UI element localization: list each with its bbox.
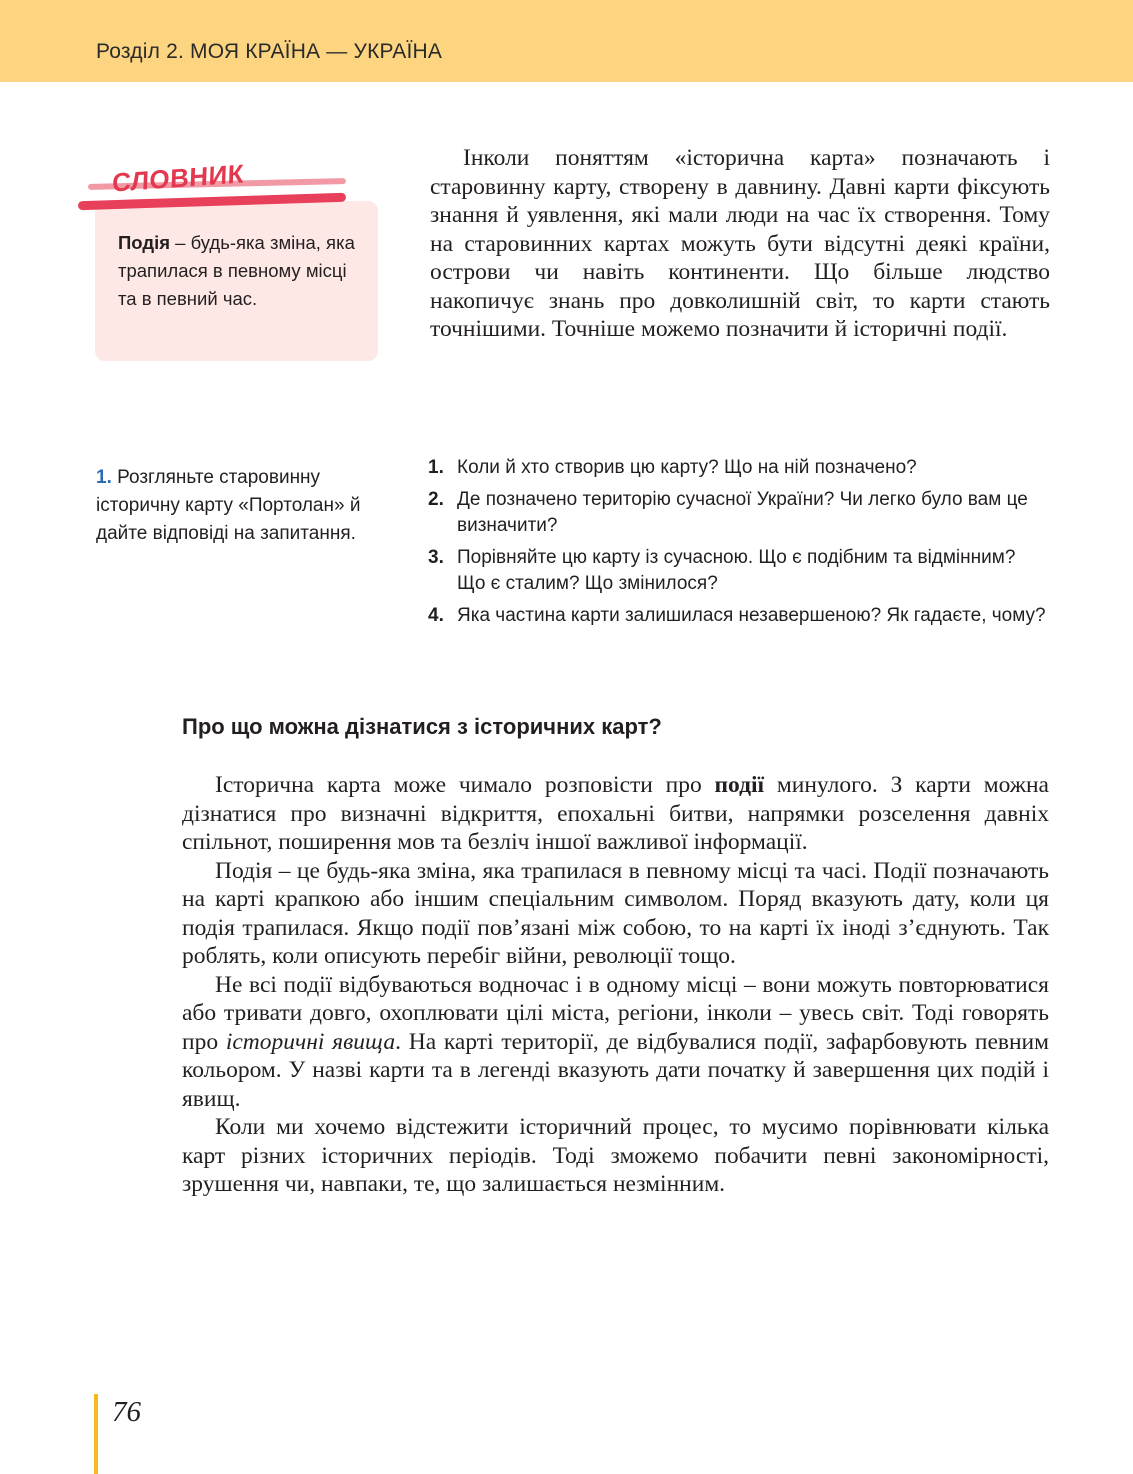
question-text: Порівняйте цю карту із сучасною. Що є подібним та відмінним? Що є сталим? Що змінилося?: [457, 547, 1016, 594]
bold-term: події: [714, 772, 765, 798]
glossary-definition-text: – будь-яка зміна, яка трапилася в певному місці та в певний час.: [118, 232, 355, 309]
task-instruction: [96, 464, 371, 548]
glossary-label: СЛОВНИК: [111, 158, 245, 198]
body-text: Не всі події відбуваються водночас і в одному місці – вони можуть повторюватися або тривати довго, охоплювати цілі міста, регіони, інколи – увесь світ. Тоді говорять про: [182, 971, 1049, 1055]
question-number: 1.: [428, 457, 444, 478]
body-text: минулого. З карти можна дізнатися про визначні відкриття, епохальні битви, напрямки розселення давніх спільнот, поширення мов та безліч іншої важливої інформації.: [182, 772, 1049, 855]
question-item: [428, 603, 1048, 629]
page-number: 76: [112, 1396, 141, 1428]
question-number: 4.: [428, 605, 444, 626]
body-text: . На карті території, де відбувалися події, зафарбовують певним кольором. У назві карти та в легенді вказують дати початку й завершення цих подій і явищ.: [182, 1028, 1050, 1112]
body-paragraph: Коли ми хочемо відстежити історичний процес, то мусимо порівнювати кілька карт різних історичних періодів. Тоді зможемо побачити певні закономірності, зрушення чи, навпаки, те, що залишається незмінним.: [182, 1114, 1049, 1197]
question-list: [428, 455, 1048, 635]
intro-paragraph: Інколи поняттям «історична карта» позначають і старовинну карту, створену в давнину. Давні карти фіксують знання й уявлення, які мали люди на час їх створення. Тому на старовинних картах можуть бути відсутні деякі країни, острови чи навіть континенти. Що більше людство накопичує знань про довколишній світ, то карти стають точнішими. Точніше можемо позначити й історичні події.: [430, 145, 1050, 342]
task-text: Розгляньте старовинну історичну карту «Портолан» й дайте відповіді на запитання.: [96, 467, 361, 544]
body-text: Історична карта може чимало розповісти про: [215, 772, 715, 798]
question-text: Яка частина карти залишилася незавершеною? Як гадаєте, чому?: [457, 605, 1046, 626]
glossary-term: Подія: [118, 232, 171, 253]
chapter-header: [0, 0, 1133, 82]
glossary-definition: [118, 229, 368, 313]
question-number: 3.: [428, 547, 444, 568]
question-text: Де позначено територію сучасної України? Чи легко було вам це визначити?: [457, 489, 1028, 536]
italic-term: історичні явища: [225, 1028, 396, 1055]
question-text: Коли й хто створив цю карту? Що на ній позначено?: [457, 457, 917, 478]
section-body: [182, 771, 1049, 1199]
intro-text: [430, 144, 1050, 344]
question-item: [428, 487, 1048, 539]
question-number: 2.: [428, 489, 444, 510]
section-heading: Про що можна дізнатися з історичних карт?: [182, 714, 662, 739]
chapter-title: Розділ 2. МОЯ КРАЇНА — УКРАЇНА: [96, 40, 443, 63]
question-item: [428, 545, 1048, 597]
body-paragraph: [182, 971, 1049, 1114]
page-number-bar: [94, 1394, 98, 1474]
question-item: [428, 455, 1048, 481]
body-paragraph: [182, 771, 1049, 857]
body-paragraph: Подія – це будь-яка зміна, яка трапилася в певному місці та часі. Події позначають на карті крапкою або іншим спеціальним символом. Поряд вказують дату, коли ця подія трапилася. Якщо події пов’язані між собою, то на карті їх іноді з’єднують. Так роблять, коли описують перебіг війни, революції тощо.: [182, 857, 1049, 969]
task-number: 1.: [96, 467, 112, 488]
